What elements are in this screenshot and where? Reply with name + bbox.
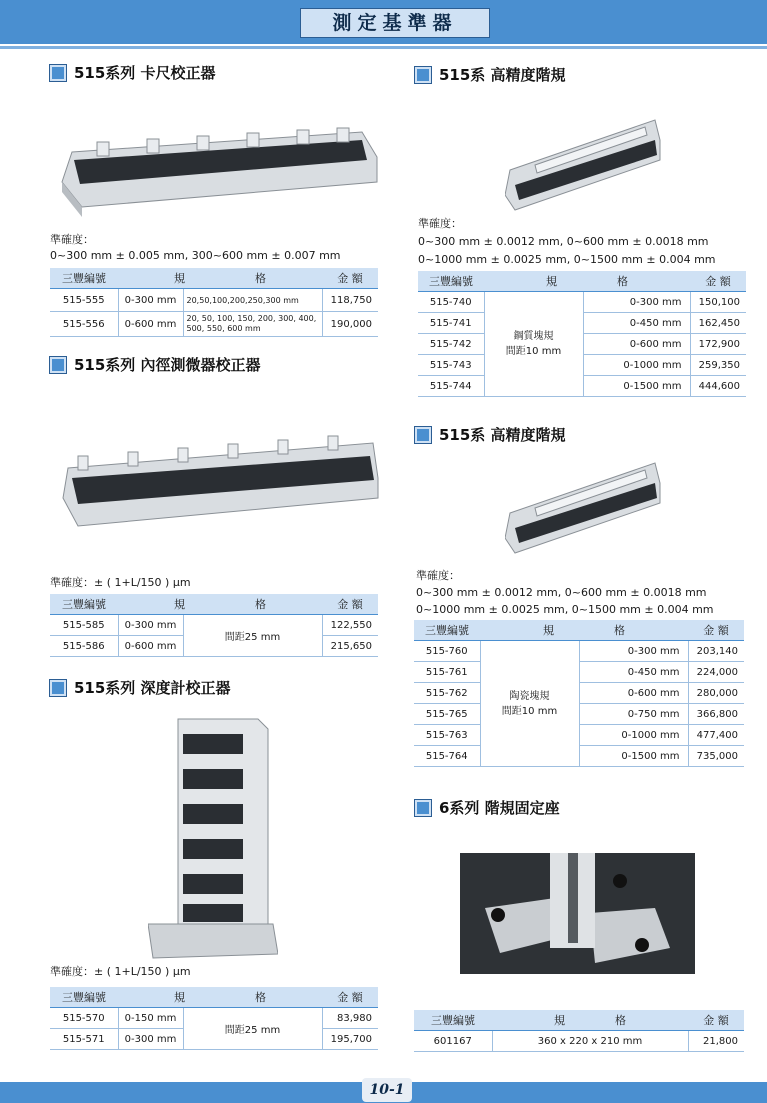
page-title: 測定基準器 bbox=[300, 8, 490, 38]
table-header-code: 三豐編號 bbox=[418, 271, 484, 292]
table-row: 515-765 0-750 mm 366,800 bbox=[414, 704, 744, 725]
section-ceramic-step-gauge-title bbox=[415, 424, 566, 445]
table-header-price: 金 額 bbox=[690, 271, 746, 292]
ceramic-accuracy-line-1: 0~300 mm ± 0.0012 mm, 0~600 mm ± 0.0018 mm bbox=[416, 586, 707, 599]
section-bullet-icon bbox=[50, 357, 66, 373]
inside-micrometer-table bbox=[50, 594, 378, 657]
table-header-price: 金 額 bbox=[688, 620, 744, 641]
steel-step-gauge-table bbox=[418, 271, 746, 397]
section-holder-title bbox=[415, 797, 560, 818]
holder-photo-image bbox=[460, 853, 695, 974]
caliper-accuracy-label: 準確度： bbox=[50, 233, 94, 246]
section-title-text: 515系列 卡尺校正器 bbox=[74, 64, 216, 82]
depth-gauge-checker-image bbox=[148, 714, 278, 960]
table-row: 515-763 0-1000 mm 477,400 bbox=[414, 725, 744, 746]
table-row: 515-742 0-600 mm 172,900 bbox=[418, 334, 746, 355]
caliper-checker-table bbox=[50, 268, 378, 337]
depth-gauge-accuracy: 準確度：± ( 1+L/150 ) µm bbox=[50, 965, 191, 978]
caliper-checker-image bbox=[52, 112, 382, 222]
table-header-price: 金 額 bbox=[322, 268, 378, 289]
caliper-accuracy-value: 0~300 mm ± 0.005 mm, 300~600 mm ± 0.007 mm bbox=[50, 249, 341, 262]
section-title-text: 515系 高精度階規 bbox=[439, 426, 566, 444]
table-row: 515-585 0-300 mm 間距25 mm 122,550 bbox=[50, 615, 378, 636]
shared-spec-cell: 間距25 mm bbox=[183, 615, 322, 657]
ceramic-step-gauge-image bbox=[505, 458, 665, 558]
section-bullet-icon bbox=[50, 680, 66, 696]
steel-accuracy-line-2: 0~1000 mm ± 0.0025 mm, 0~1500 mm ± 0.004 mm bbox=[418, 253, 716, 266]
section-inside-micrometer-title bbox=[50, 354, 261, 375]
table-header-spec: 規 格 bbox=[492, 1010, 688, 1031]
table-row: 515-570 0-150 mm 間距25 mm 83,980 bbox=[50, 1008, 378, 1029]
table-row: 515-741 0-450 mm 162,450 bbox=[418, 313, 746, 334]
shared-spec-cell: 陶瓷塊規 間距10 mm bbox=[480, 641, 579, 767]
table-row: 515-586 0-600 mm 215,650 bbox=[50, 636, 378, 657]
ceramic-accuracy-line-2: 0~1000 mm ± 0.0025 mm, 0~1500 mm ± 0.004 mm bbox=[416, 603, 714, 616]
table-header-code: 三豐編號 bbox=[50, 987, 118, 1008]
table-header-spec: 規 格 bbox=[480, 620, 688, 641]
table-header-price: 金 額 bbox=[322, 987, 378, 1008]
inside-micrometer-checker-image bbox=[58, 418, 380, 528]
steel-step-gauge-image bbox=[505, 115, 665, 215]
steel-accuracy-label: 準確度： bbox=[418, 217, 462, 230]
section-bullet-icon bbox=[415, 67, 431, 83]
table-row: 515-555 0-300 mm 20,50,100,200,250,300 mm 118,750 bbox=[50, 289, 378, 312]
steel-accuracy-line-1: 0~300 mm ± 0.0012 mm, 0~600 mm ± 0.0018 mm bbox=[418, 235, 709, 248]
section-bullet-icon bbox=[415, 800, 431, 816]
section-caliper-checker-title bbox=[50, 62, 216, 83]
page-number: 10-1 bbox=[362, 1078, 412, 1102]
table-row: 515-761 0-450 mm 224,000 bbox=[414, 662, 744, 683]
table-row: 515-762 0-600 mm 280,000 bbox=[414, 683, 744, 704]
ceramic-accuracy-label: 準確度： bbox=[416, 569, 460, 582]
depth-gauge-table bbox=[50, 987, 378, 1050]
section-bullet-icon bbox=[415, 427, 431, 443]
section-title-text: 515系列 深度計校正器 bbox=[74, 679, 231, 697]
table-header-code: 三豐編號 bbox=[50, 268, 118, 289]
table-header-price: 金 額 bbox=[688, 1010, 744, 1031]
section-depth-gauge-title bbox=[50, 677, 231, 698]
table-header-spec: 規 格 bbox=[484, 271, 690, 292]
table-header-code: 三豐編號 bbox=[50, 594, 118, 615]
table-row: 515-744 0-1500 mm 444,600 bbox=[418, 376, 746, 397]
section-title-text: 6系列 階規固定座 bbox=[439, 799, 560, 817]
table-header-spec: 規 格 bbox=[118, 987, 322, 1008]
shared-spec-cell: 鋼質塊規 間距10 mm bbox=[484, 292, 583, 397]
section-title-text: 515系 高精度階規 bbox=[439, 66, 566, 84]
shared-spec-cell: 間距25 mm bbox=[183, 1008, 322, 1050]
section-title-text: 515系列 內徑測微器校正器 bbox=[74, 356, 261, 374]
table-header-price: 金 額 bbox=[322, 594, 378, 615]
table-row: 515-571 0-300 mm 195,700 bbox=[50, 1029, 378, 1050]
table-row: 515-760 陶瓷塊規 間距10 mm 0-300 mm 203,140 bbox=[414, 641, 744, 662]
header-rule bbox=[0, 46, 767, 49]
table-header-spec: 規 格 bbox=[118, 268, 322, 289]
table-header-code: 三豐編號 bbox=[414, 1010, 492, 1031]
table-header-code: 三豐編號 bbox=[414, 620, 480, 641]
table-row: 515-743 0-1000 mm 259,350 bbox=[418, 355, 746, 376]
table-row: 515-556 0-600 mm 20, 50, 100, 150, 200, 300, 400, 500, 550, 600 mm 190,000 bbox=[50, 312, 378, 337]
holder-table bbox=[414, 1010, 744, 1052]
ceramic-step-gauge-table bbox=[414, 620, 744, 767]
section-steel-step-gauge-title bbox=[415, 64, 566, 85]
table-header-spec: 規 格 bbox=[118, 594, 322, 615]
inside-micrometer-accuracy: 準確度：± ( 1+L/150 ) µm bbox=[50, 576, 191, 589]
section-bullet-icon bbox=[50, 65, 66, 81]
table-row: 515-764 0-1500 mm 735,000 bbox=[414, 746, 744, 767]
table-row: 601167 360 x 220 x 210 mm 21,800 bbox=[414, 1031, 744, 1052]
table-row: 515-740 鋼質塊規 間距10 mm 0-300 mm 150,100 bbox=[418, 292, 746, 313]
